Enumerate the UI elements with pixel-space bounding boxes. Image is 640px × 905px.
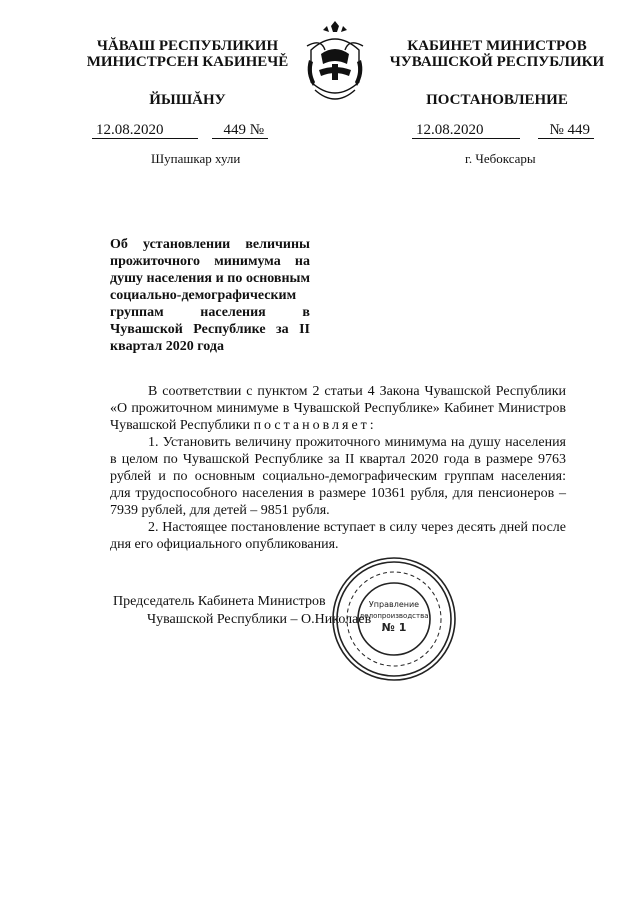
body-paragraph-1-text: В соответствии с пунктом 2 статьи 4 Закона Чувашской Республики «О прожиточном минимуме в Чувашской Республике» Кабинет Министров Чувашской Республики (110, 384, 566, 433)
city-right: г. Чебоксары (465, 151, 536, 166)
resolution-word: постановляет: (253, 418, 377, 433)
stamp-text-line1: Управление (368, 600, 420, 609)
date-right: 12.08.2020 (412, 122, 520, 139)
header-left (80, 38, 295, 70)
stamp-text-line3: № 1 (381, 621, 407, 634)
signature-line-2: Чувашской Республики – О.Николаев (147, 612, 372, 627)
header-left-line2: МИНИСТРСЕН КАБИНЕЧĚ (86, 54, 289, 70)
header-right-line2: ЧУВАШСКОЙ РЕСПУБЛИКИ (389, 54, 605, 70)
coat-of-arms-icon (301, 20, 369, 108)
header-right (372, 38, 622, 70)
date-number-left (92, 122, 268, 139)
doc-type-left: ЙЫШĂНУ (149, 92, 226, 108)
body-paragraph-1 (110, 383, 566, 434)
date-left: 12.08.2020 (92, 122, 198, 139)
document-title: Об установлении величины прожиточного минимума на душу населения и по основным социально-демографическим группам населения в Чувашской Республике за II квартал 2020 года (110, 237, 310, 354)
number-left: 449 № (212, 122, 268, 139)
header-right-line1: КАБИНЕТ МИНИСТРОВ (407, 38, 587, 54)
official-stamp-icon (330, 555, 458, 683)
stamp-text-line2: делопроизводства (359, 612, 429, 620)
city-left: Шупашкар хули (151, 151, 241, 166)
number-right: № 449 (538, 122, 594, 139)
body-paragraph-2: 1. Установить величину прожиточного минимума на душу населения в целом по Чувашской Республике за II квартал 2020 года в размере 9763 рублей и по основным социально-демографическим группам населения: для трудоспособного населения в размере 10361 рубля, для пенсионеров – 7939 рублей, для детей – 9851 рубля. (110, 435, 566, 518)
header-left-line1: ЧĂВАШ РЕСПУБЛИКИН (96, 38, 279, 54)
body-paragraph-3: 2. Настоящее постановление вступает в силу через десять дней после дня его официального опубликования. (110, 520, 566, 552)
doc-type-right: ПОСТАНОВЛЕНИЕ (426, 92, 568, 108)
date-number-right (412, 122, 594, 139)
signature-line-1: Председатель Кабинета Министров (113, 594, 326, 609)
